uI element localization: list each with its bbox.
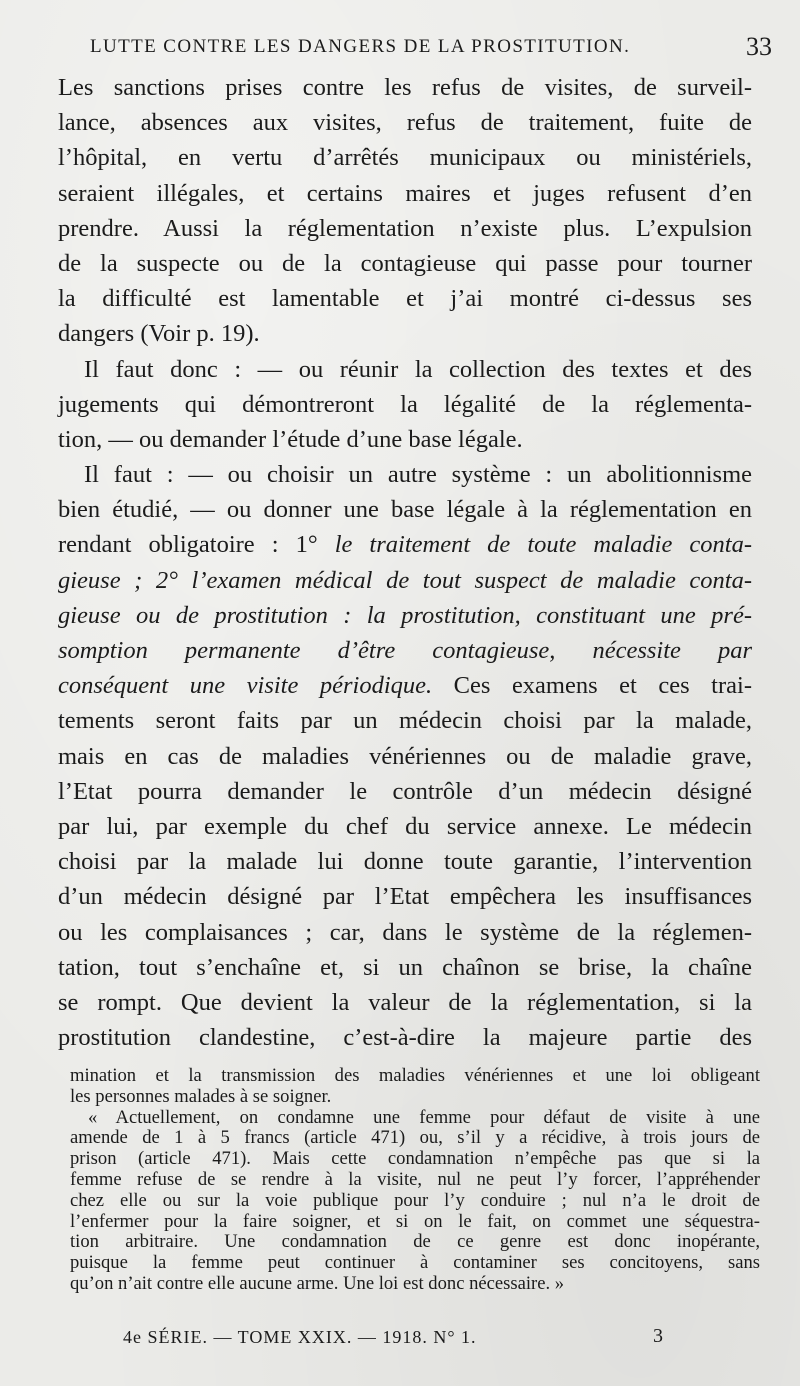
footnote-block <box>70 1066 760 1295</box>
text-line: l’hôpital, en vertu d’arrêtés municipaux ou ministériels, <box>58 144 752 172</box>
text-line: Il faut donc : — ou réunir la collection des textes et des <box>84 355 752 383</box>
footnote-line: qu’on n’ait contre elle aucune arme. Une loi est donc nécessaire. » <box>70 1272 565 1294</box>
text-line: choisi par la malade lui donne toute garantie, l’intervention <box>58 848 752 876</box>
running-title: LUTTE CONTRE LES DANGERS DE LA PROSTITUTION. <box>90 36 631 57</box>
text-line: tion, — ou demander l’étude d’une base légale. <box>58 425 523 453</box>
footnote-line: l’enfermer pour la faire soigner, et si on le fait, on commet une séquestra- <box>70 1210 760 1232</box>
footnote-line: chez elle ou sur la voie publique pour l’y conduire ; nul n’a le droit de <box>70 1189 760 1211</box>
text-line <box>58 527 752 562</box>
text-line: se rompt. Que devient la valeur de la réglementation, si la <box>58 988 752 1016</box>
text-segment: rendant obligatoire : 1° <box>58 531 335 559</box>
footnote-line: les personnes malades à se soigner. <box>70 1085 332 1107</box>
text-line: Il faut : — ou choisir un autre système : un abolitionnisme <box>84 461 752 489</box>
text-line: mais en cas de maladies vénériennes ou de maladie grave, <box>58 742 752 770</box>
text-line: jugements qui démontreront la légalité de la réglementa- <box>58 390 752 418</box>
italic-segment: le traitement de toute maladie conta- <box>334 531 752 559</box>
footnote-line: mination et la transmission des maladies vénériennes et une loi obligeant <box>70 1065 760 1086</box>
text-line: l’Etat pourra demander le contrôle d’un médecin désigné <box>58 777 752 805</box>
text-line: somption permanente d’être contagieuse, nécessite par <box>58 637 752 664</box>
signature-number: 3 <box>653 1325 663 1347</box>
signature-line: 4e SÉRIE. — TOME XXIX. — 1918. N° 1. <box>123 1327 477 1347</box>
text-line: dangers (Voir p. 19). <box>58 320 260 348</box>
text-line: tements seront faits par un médecin choisi par la malade, <box>58 707 752 735</box>
text-line: ou les complaisances ; car, dans le système de la réglemen- <box>58 918 752 946</box>
page-number: 33 <box>746 32 772 61</box>
main-text <box>58 70 752 1055</box>
footnote-line: femme refuse de se rendre à la visite, nul ne peut l’y forcer, l’appréhender <box>70 1168 760 1190</box>
text-segment: Ces examens et ces trai- <box>432 672 752 700</box>
text-line: prendre. Aussi la réglementation n’existe plus. L’expulsion <box>58 214 752 242</box>
footnote-line: amende de 1 à 5 francs (article 471) ou, s’il y a récidive, à trois jours de <box>70 1127 760 1149</box>
text-line: gieuse ou de prostitution : la prostitution, constituant une pré- <box>58 601 752 629</box>
text-line: gieuse ; 2° l’examen médical de tout suspect de maladie conta- <box>58 566 752 594</box>
text-line: bien étudié, — ou donner une base légale à la réglementation en <box>58 496 752 524</box>
footnote-line: prison (article 471). Mais cette condamnation n’empêche pas que si la <box>70 1148 760 1170</box>
text-line <box>58 668 752 703</box>
text-line: Les sanctions prises contre les refus de visites, de surveil- <box>58 74 752 101</box>
footnote-line: « Actuellement, on condamne une femme pour défaut de visite à une <box>88 1106 760 1128</box>
text-line: par lui, par exemple du chef du service annexe. Le médecin <box>58 812 752 840</box>
italic-segment: conséquent une visite périodique. <box>58 672 433 700</box>
footnote-line: puisque la femme peut continuer à contaminer ses concitoyens, sans <box>70 1252 760 1274</box>
text-line: la difficulté est lamentable et j’ai montré ci-dessus ses <box>58 285 752 313</box>
text-line: seraient illégales, et certains maires et juges refusent d’en <box>58 179 752 207</box>
footnote-line: tion arbitraire. Une condamnation de ce genre est donc inopérante, <box>70 1231 760 1253</box>
running-header <box>90 32 772 60</box>
signature-footer <box>123 1325 663 1351</box>
text-line: tation, tout s’enchaîne et, si un chaînon se brise, la chaîne <box>58 953 752 981</box>
text-line: lance, absences aux visites, refus de traitement, fuite de <box>58 109 752 137</box>
text-line: d’un médecin désigné par l’Etat empêchera les insuffisances <box>58 883 752 911</box>
text-line: de la suspecte ou de la contagieuse qui passe pour tourner <box>58 249 752 277</box>
text-line: prostitution clandestine, c’est-à-dire la majeure partie des <box>58 1024 752 1052</box>
